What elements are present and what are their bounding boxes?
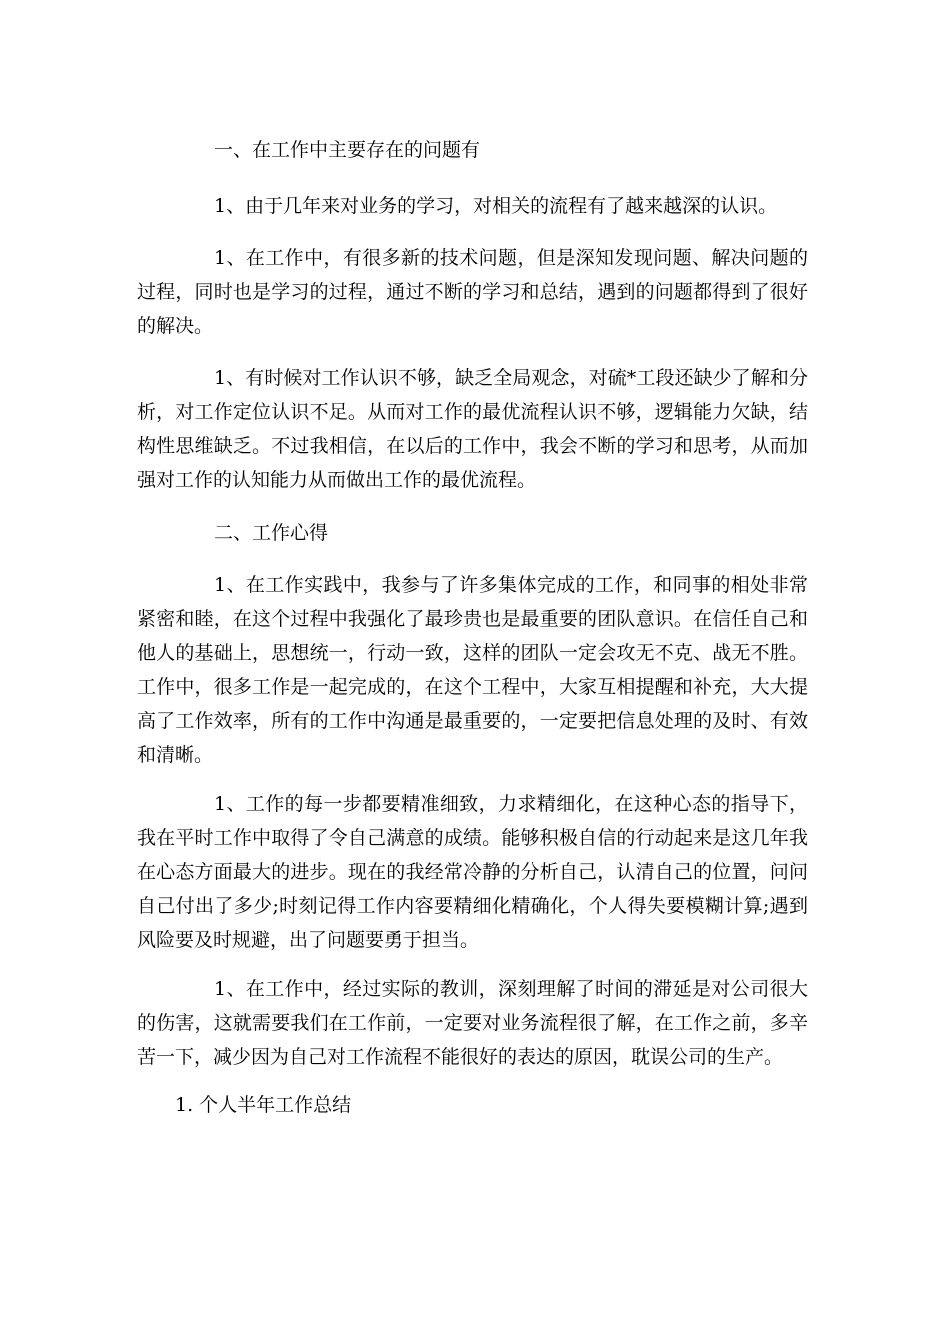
section-heading-experience: 二、工作心得 (214, 522, 329, 544)
paragraph-6: 1、在工作中，经过实际的教训，深刻理解了时间的滞延是对公司很大的伤害，这就需要我们在工作前，一定要对业务流程很了解，在工作之前，多辛苦一下，减少因为自己对工作流程不能很好的表达的原因，耽误公司的生产。 (137, 978, 808, 1068)
section-heading-problems: 一、在工作中主要存在的问题有 (214, 139, 481, 161)
paragraph-2: 1、在工作中，有很多新的技术问题，但是深知发现问题、解决问题的过程，同时也是学习的过程，通过不断的学习和总结，遇到的问题都得到了很好的解决。 (137, 247, 808, 337)
related-link-item: 1. 个人半年工作总结 (175, 1094, 352, 1116)
paragraph-1: 1、由于几年来对业务的学习，对相关的流程有了越来越深的认识。 (214, 195, 778, 217)
paragraph-3: 1、有时候对工作认识不够，缺乏全局观念，对硫*工段还缺少了解和分析，对工作定位认识不足。从而对工作的最优流程认识不够，逻辑能力欠缺，结构性思维缺乏。不过我相信，在以后的工作中，我会不断的学习和思考，从而加强对工作的认知能力从而做出工作的最优流程。 (137, 367, 808, 491)
paragraph-5: 1、工作的每一步都要精准细致，力求精细化，在这种心态的指导下，我在平时工作中取得了令自己满意的成绩。能够积极自信的行动起来是这几年我在心态方面最大的进步。现在的我经常冷静的分析自己，认清自己的位置，问问自己付出了多少;时刻记得工作内容要精细化精确化，个人得失要模糊计算;遇到风险要及时规避，出了问题要勇于担当。 (137, 793, 808, 951)
paragraph-4: 1、在工作实践中，我参与了许多集体完成的工作，和同事的相处非常紧密和睦，在这个过程中我强化了最珍贵也是最重要的团队意识。在信任自己和他人的基础上，思想统一，行动一致，这样的团队一定会攻无不克、战无不胜。工作中，很多工作是一起完成的，在这个工程中，大家互相提醒和补充，大大提高了工作效率，所有的工作中沟通是最重要的，一定要把信息处理的及时、有效和清晰。 (137, 574, 808, 766)
